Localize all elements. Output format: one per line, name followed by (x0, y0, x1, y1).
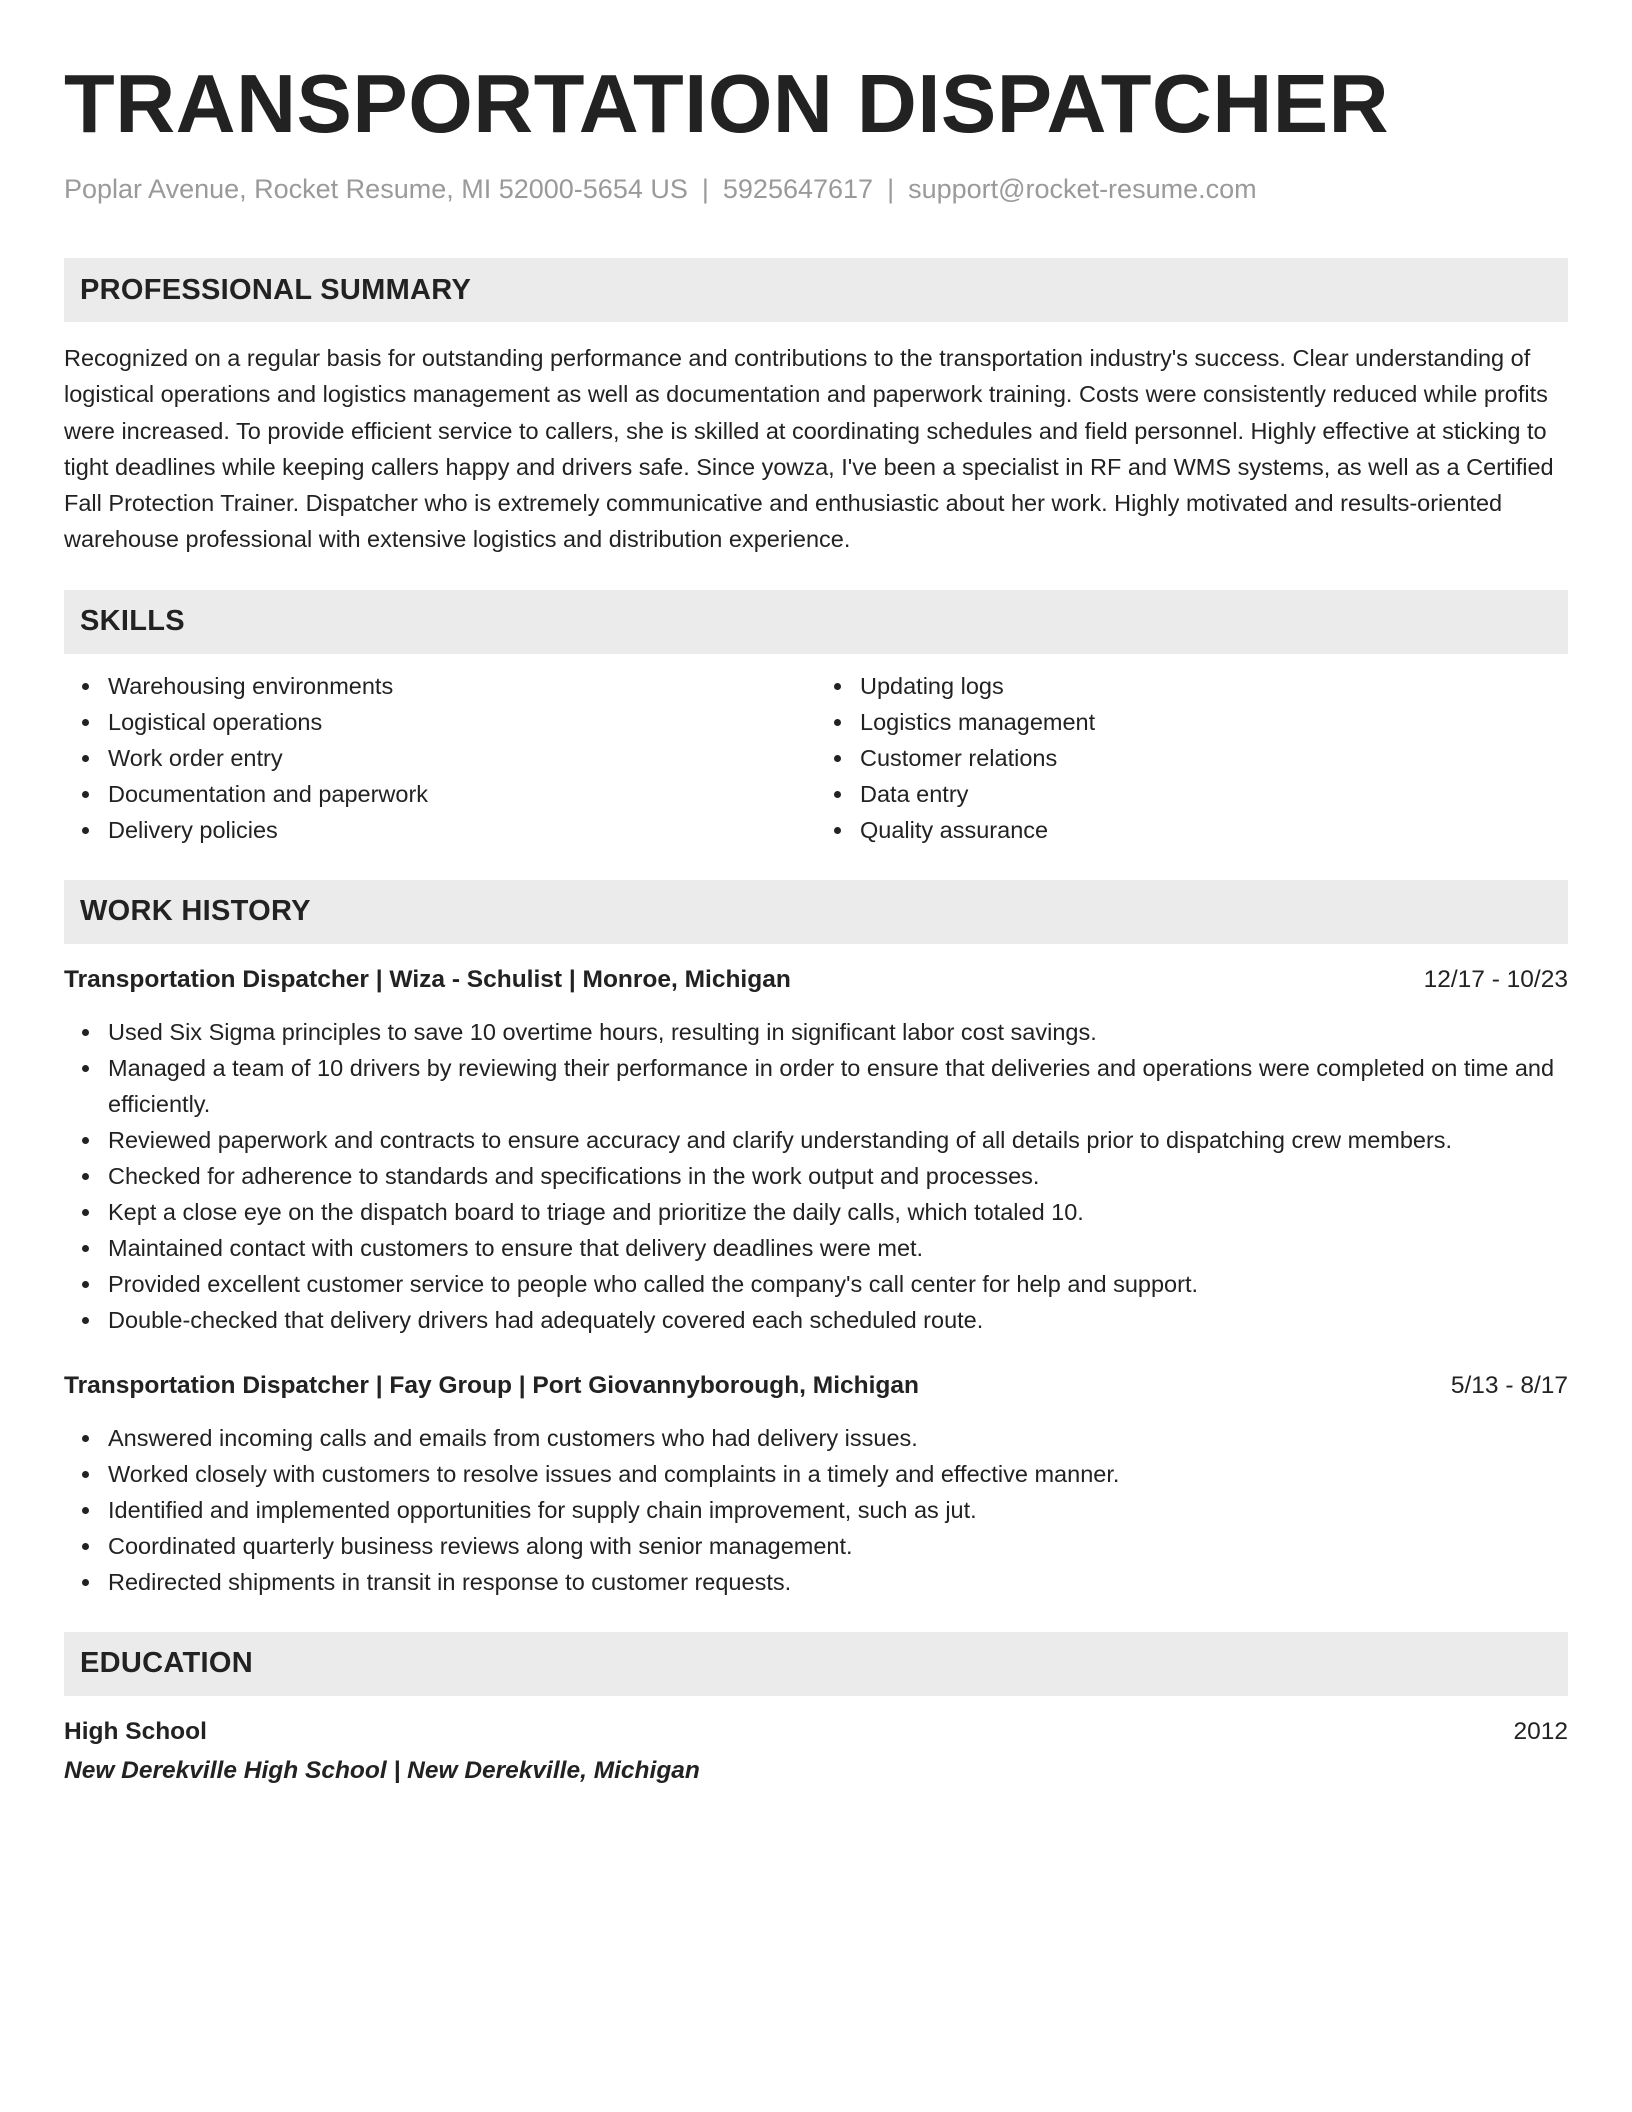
summary-text: Recognized on a regular basis for outstanding performance and contributions to the transportation industry's success. Clear understanding of logistical operations and logistics management as well as documentation and paperwork training. Costs were consistently reduced while profits were increased. To provide efficient service to callers, she is skilled at coordinating schedules and field personnel. Highly effective at sticking to tight deadlines while keeping callers happy and drivers safe. Since yowza, I've been a specialist in RF and WMS systems, as well as a Certified Fall Protection Trainer. Dispatcher who is extremely communicative and enthusiastic about her work. Highly motivated and results-oriented warehouse professional with extensive logistics and distribution experience. (64, 345, 1554, 553)
job-bullet: Answered incoming calls and emails from customers who had delivery issues. (108, 1420, 1568, 1456)
contact-separator: | (887, 174, 895, 204)
contact-address: Poplar Avenue, Rocket Resume, MI 52000-5654 US (64, 174, 688, 204)
skill-item: Quality assurance (860, 812, 1568, 848)
job-header (64, 962, 1568, 998)
contact-email: support@rocket-resume.com (908, 174, 1257, 204)
job-title: Transportation Dispatcher | Fay Group | Port Giovannyborough, Michigan (64, 1371, 919, 1399)
work-section-header (64, 880, 1568, 944)
job-bullet: Double-checked that delivery drivers had adequately covered each scheduled route. (108, 1302, 1568, 1338)
job-bullet: Provided excellent customer service to people who called the company's call center for help and support. (108, 1266, 1568, 1302)
job-dates: 5/13 - 8/17 (1450, 1371, 1568, 1399)
education-school: New Derekville High School | New Derekville, Michigan (64, 1756, 700, 1784)
skill-item: Logistical operations (108, 704, 816, 740)
skills-column-left (64, 668, 816, 848)
job-entry (64, 1368, 1568, 1600)
contact-separator: | (701, 174, 709, 204)
job-bullet: Identified and implemented opportunities for supply chain improvement, such as jut. (108, 1492, 1568, 1528)
education-degree: High School (64, 1717, 207, 1745)
job-bullet: Worked closely with customers to resolve issues and complaints in a timely and effective manner. (108, 1456, 1568, 1492)
job-entry (64, 962, 1568, 1338)
summary-section-header (64, 258, 1568, 322)
job-bullets (64, 1014, 1568, 1338)
job-bullet: Maintained contact with customers to ensure that delivery deadlines were met. (108, 1230, 1568, 1266)
skill-item: Warehousing environments (108, 668, 816, 704)
job-bullet: Managed a team of 10 drivers by reviewing their performance in order to ensure that deliveries and operations were completed on time and efficiently. (108, 1050, 1568, 1122)
job-bullet: Reviewed paperwork and contracts to ensure accuracy and clarify understanding of all details prior to dispatching crew members. (108, 1122, 1568, 1158)
job-header (64, 1368, 1568, 1404)
skill-item: Data entry (860, 776, 1568, 812)
contact-line (64, 172, 1568, 206)
job-title: Transportation Dispatcher | Wiza - Schulist | Monroe, Michigan (64, 965, 791, 993)
work-history-list (64, 962, 1568, 1600)
job-bullet: Coordinated quarterly business reviews along with senior management. (108, 1528, 1568, 1564)
education-entry (64, 1714, 1568, 1750)
job-bullets (64, 1420, 1568, 1600)
education-section-header (64, 1632, 1568, 1696)
job-bullet: Checked for adherence to standards and specifications in the work output and processes. (108, 1158, 1568, 1194)
summary-heading: PROFESSIONAL SUMMARY (80, 273, 472, 306)
contact-phone: 5925647617 (722, 174, 874, 204)
job-bullet: Redirected shipments in transit in response to customer requests. (108, 1564, 1568, 1600)
skills-column-right (816, 668, 1568, 848)
education-heading: EDUCATION (80, 1647, 253, 1680)
work-heading: WORK HISTORY (80, 895, 311, 928)
skill-item: Logistics management (860, 704, 1568, 740)
skills-list (64, 668, 1568, 848)
skill-item: Delivery policies (108, 812, 816, 848)
job-bullet: Kept a close eye on the dispatch board to triage and prioritize the daily calls, which totaled 10. (108, 1194, 1568, 1230)
skills-heading: SKILLS (80, 605, 185, 638)
skill-item: Customer relations (860, 740, 1568, 776)
skills-section-header (64, 590, 1568, 654)
resume-name: TRANSPORTATION DISPATCHER (64, 57, 1390, 150)
skill-item: Updating logs (860, 668, 1568, 704)
skill-item: Work order entry (108, 740, 816, 776)
skill-item: Documentation and paperwork (108, 776, 816, 812)
job-dates: 12/17 - 10/23 (1423, 965, 1568, 993)
job-bullet: Used Six Sigma principles to save 10 overtime hours, resulting in significant labor cost savings. (108, 1014, 1568, 1050)
education-year: 2012 (1513, 1717, 1568, 1745)
